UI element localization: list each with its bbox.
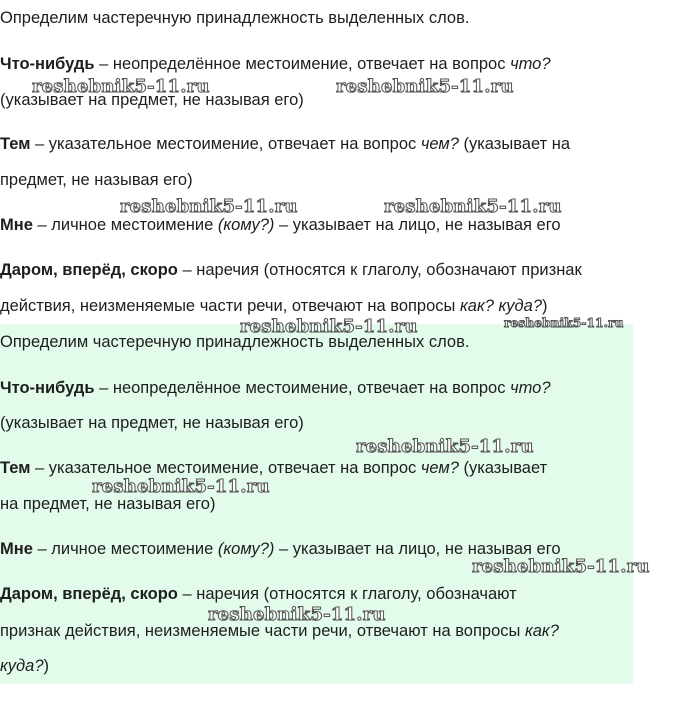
paragraph-chto-nibud-cont: (указывает на предмет, не называя его) bbox=[0, 91, 304, 109]
paragraph-tem-cont: на предмет, не называя его) bbox=[0, 495, 216, 513]
question-italic: как? куда? bbox=[459, 297, 543, 315]
explanation-text: – личное местоимение bbox=[32, 540, 218, 558]
explanation-text: действия, неизменяемые части речи, отвечают на вопросы bbox=[0, 297, 460, 315]
question-italic: чем? bbox=[420, 135, 459, 153]
intro-text: Определим частеречную принадлежность выделенных слов. bbox=[0, 9, 470, 27]
watermark-logo: reshebnik5-11.ru bbox=[32, 76, 210, 97]
explanation-text: – неопределённое местоимение, отвечает на вопрос bbox=[94, 55, 511, 73]
watermark-logo: reshebnik5-11.ru bbox=[240, 316, 418, 337]
term-bold: Тем bbox=[0, 135, 31, 153]
paragraph-darom-end bbox=[0, 656, 49, 676]
watermark-logo: reshebnik5-11.ru bbox=[384, 196, 562, 217]
term-bold: Даром, вперёд, скоро bbox=[0, 585, 178, 603]
paragraph-darom bbox=[0, 584, 517, 604]
term-bold: Даром, вперёд, скоро bbox=[0, 261, 178, 279]
paragraph-chto-nibud bbox=[0, 378, 551, 398]
term-bold: Мне bbox=[0, 216, 33, 234]
question-italic: куда? bbox=[0, 657, 44, 675]
explanation-text: – указывает на лицо, не называя его bbox=[274, 540, 561, 558]
term-bold: Мне bbox=[0, 540, 33, 558]
paragraph-darom bbox=[0, 260, 582, 280]
explanation-text: – указательное местоимение, отвечает на вопрос bbox=[30, 459, 421, 477]
intro-text: Определим частеречную принадлежность выделенных слов. bbox=[0, 333, 470, 351]
explanation-text: – указывает на лицо, не называя его bbox=[274, 216, 561, 234]
question-italic: что? bbox=[510, 55, 551, 73]
explanation-text: – неопределённое местоимение, отвечает на вопрос bbox=[94, 379, 511, 397]
paragraph-tem bbox=[0, 134, 570, 154]
question-italic: чем? bbox=[420, 459, 459, 477]
watermark-logo: reshebnik5-11.ru bbox=[356, 436, 534, 457]
explanation-text: (указывает bbox=[458, 459, 548, 477]
explanation-text: признак действия, неизменяемые части речи, отвечают на вопросы bbox=[0, 622, 525, 640]
question-italic: (кому?) bbox=[217, 216, 275, 234]
watermark-logo: reshebnik5-11.ru bbox=[504, 316, 624, 330]
term-bold: Что-нибудь bbox=[0, 379, 95, 397]
explanation-text: – наречия (относятся к глаголу, обозначают признак bbox=[177, 261, 582, 279]
paragraph-tem bbox=[0, 458, 547, 478]
watermark-logo: reshebnik5-11.ru bbox=[208, 604, 386, 625]
term-bold: Тем bbox=[0, 459, 31, 477]
question-italic: что? bbox=[510, 379, 551, 397]
explanation-text: – указательное местоимение, отвечает на вопрос bbox=[30, 135, 421, 153]
question-italic: как? bbox=[524, 622, 559, 640]
explanation-text: (указывает на bbox=[458, 135, 571, 153]
question-italic: (кому?) bbox=[217, 540, 275, 558]
watermark-logo: reshebnik5-11.ru bbox=[120, 196, 298, 217]
term-bold: Что-нибудь bbox=[0, 55, 95, 73]
explanation-text: – наречия (относятся к глаголу, обозначают bbox=[177, 585, 517, 603]
paragraph-darom-cont bbox=[0, 296, 548, 316]
paragraph-chto-nibud-cont: (указывает на предмет, не называя его) bbox=[0, 414, 304, 432]
explanation-text: ) bbox=[542, 297, 548, 315]
watermark-logo: reshebnik5-11.ru bbox=[92, 476, 270, 497]
paragraph-tem-cont: предмет, не называя его) bbox=[0, 171, 193, 189]
explanation-text: ) bbox=[43, 657, 50, 675]
watermark-logo: reshebnik5-11.ru bbox=[336, 76, 514, 97]
paragraph-chto-nibud bbox=[0, 54, 551, 74]
paragraph-mne bbox=[0, 215, 561, 235]
explanation-text: – личное местоимение bbox=[32, 216, 218, 234]
watermark-logo: reshebnik5-11.ru bbox=[472, 556, 650, 577]
